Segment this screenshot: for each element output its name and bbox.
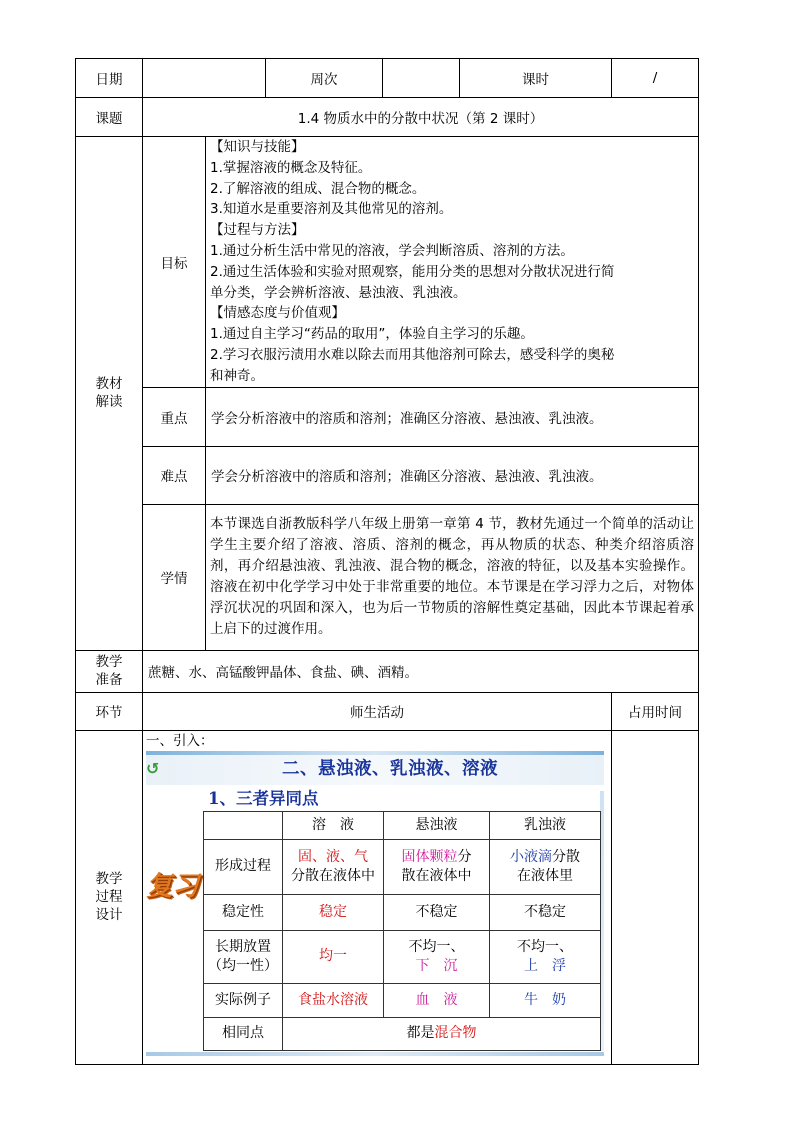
- intro-heading: 一、引入：: [146, 732, 214, 749]
- row-label-text: 长期放置: [215, 938, 271, 955]
- cell-text: 都是: [406, 1025, 435, 1042]
- goals-line: 1.掌握溶液的概念及特征。: [210, 159, 372, 176]
- table-cell: 血 液: [384, 983, 490, 1017]
- situation-value: 本节课选自浙教版科学八年级上册第一章第 4 节，教材先通过一个简单的活动让学生主要介绍了溶液、溶质、溶剂的概念，再从物质的状态、种类介绍溶质溶剂，再介绍悬浊液、乳浊液、混合物的概念，溶液的特征，以及基本实验操作。溶液在初中化学学习中处于非常重要的地位。本节课是在学习浮力之后，对物体浮沉状况的巩固和深入，也为后一节物质的溶解性奠定基础，因此本节课起着承上启下的过渡作用。: [206, 504, 699, 650]
- slide-bottom-border: [146, 1052, 604, 1056]
- goals-line: 1.通过分析生活中常见的溶液，学会判断溶质、溶剂的方法。: [210, 242, 574, 259]
- cell-text: 混合物: [434, 1025, 477, 1042]
- activity-header: 师生活动: [143, 692, 612, 730]
- key-value: 学会分析溶液中的溶质和溶剂；准确区分溶液、悬浊液、乳浊液。: [206, 387, 699, 446]
- process-label-text: 教学过程设计: [95, 871, 123, 924]
- cell-text: 分: [457, 848, 472, 865]
- table-cell: 不稳定: [490, 894, 601, 930]
- table-cell: [490, 930, 601, 983]
- date-label: 日期: [76, 59, 143, 98]
- row-label: 稳定性: [204, 894, 283, 930]
- table-cell: [384, 930, 490, 983]
- cell-text: 上 浮: [524, 957, 566, 974]
- period-label: 课时: [460, 59, 612, 98]
- table-cell: 均一: [283, 930, 384, 983]
- row-label: [204, 930, 283, 983]
- column-header: 悬浊液: [384, 811, 490, 839]
- cell-text: 散在液体中: [401, 867, 472, 884]
- table-cell: 牛 奶: [490, 983, 601, 1017]
- cell-text: 小液滴: [510, 848, 552, 865]
- goals-label: 目标: [143, 137, 206, 388]
- column-header: 溶 液: [283, 811, 384, 839]
- cell-text: 下 沉: [415, 957, 458, 974]
- goals-content: [206, 137, 699, 388]
- material-label-text: 教材解读: [95, 376, 123, 411]
- row-label: 相同点: [204, 1017, 283, 1050]
- goals-line: 【过程与方法】: [210, 222, 305, 239]
- difficulty-value: 学会分析溶液中的溶质和溶剂；准确区分溶液、悬浊液、乳浊液。: [206, 446, 699, 504]
- prep-label: [76, 650, 143, 692]
- table-cell: [283, 1017, 601, 1050]
- review-badge: 复习: [146, 870, 198, 902]
- difficulty-label: 难点: [143, 446, 206, 504]
- table-cell: [490, 839, 601, 894]
- goals-line: 单分类，学会辨析溶液、悬浊液、乳浊液。: [210, 284, 467, 301]
- goals-line: 【知识与技能】: [210, 139, 305, 155]
- prep-label-text: 教学准备: [95, 654, 123, 689]
- situation-label: 学情: [143, 504, 206, 650]
- cell-text: 不均一、: [408, 938, 465, 955]
- process-label: [76, 730, 143, 1064]
- table-cell: [283, 839, 384, 894]
- cell-text: 固体颗粒: [401, 848, 458, 865]
- cell-text: 在液体里: [517, 867, 573, 884]
- week-value: [383, 59, 460, 98]
- review-slide-image: [146, 751, 604, 1056]
- cell-text: 分散在液体中: [291, 867, 375, 884]
- step-header: 环节: [76, 692, 143, 730]
- cell-text: 分散: [552, 848, 580, 865]
- row-label-text: （均一性）: [208, 957, 278, 974]
- topic-value: 1.4 物质水中的分散中状况（第 2 课时）: [143, 98, 699, 137]
- topic-label: 课题: [76, 98, 143, 137]
- material-label: [76, 137, 143, 651]
- corner-cell: [204, 811, 283, 839]
- comparison-table: [203, 811, 601, 1051]
- week-label: 周次: [266, 59, 383, 98]
- time-cell: [612, 730, 699, 1064]
- table-cell: [384, 839, 490, 894]
- period-value: /: [612, 59, 699, 98]
- cell-text: 不均一、: [517, 938, 573, 955]
- lesson-plan-table: [75, 58, 699, 1065]
- process-content: [143, 730, 612, 1064]
- time-header: 占用时间: [612, 692, 699, 730]
- goals-line: 【情感态度与价值观】: [210, 305, 345, 322]
- goals-line: 2.了解溶液的组成、混合物的概念。: [210, 180, 426, 197]
- table-cell: 稳定: [283, 894, 384, 930]
- cell-text: 固、液、气: [298, 848, 368, 865]
- column-header: 乳浊液: [490, 811, 601, 839]
- row-label: 形成过程: [204, 839, 283, 894]
- row-label: 实际例子: [204, 983, 283, 1017]
- prep-value: 蔗糖、水、高锰酸钾晶体、食盐、碘、酒精。: [143, 650, 699, 692]
- return-arrow-icon: ↺: [146, 758, 160, 778]
- date-value: [143, 59, 266, 98]
- table-cell: 不稳定: [384, 894, 490, 930]
- goals-line: 3.知道水是重要溶剂及其他常见的溶剂。: [210, 201, 453, 218]
- slide-subheading: 1、三者异同点: [208, 788, 319, 808]
- goals-line: 和神奇。: [210, 367, 264, 384]
- goals-line: 2.通过生活体验和实验对照观察，能用分类的思想对分散状况进行简: [210, 263, 615, 280]
- slide-heading: 二、悬浊液、乳浊液、溶液: [282, 758, 498, 779]
- goals-line: 1.通过自主学习“药品的取用”，体验自主学习的乐趣。: [210, 326, 534, 343]
- goals-line: 2.学习衣服污渍用水难以除去而用其他溶剂可除去，感受科学的奥秘: [210, 346, 615, 363]
- table-cell: 食盐水溶液: [283, 983, 384, 1017]
- key-label: 重点: [143, 387, 206, 446]
